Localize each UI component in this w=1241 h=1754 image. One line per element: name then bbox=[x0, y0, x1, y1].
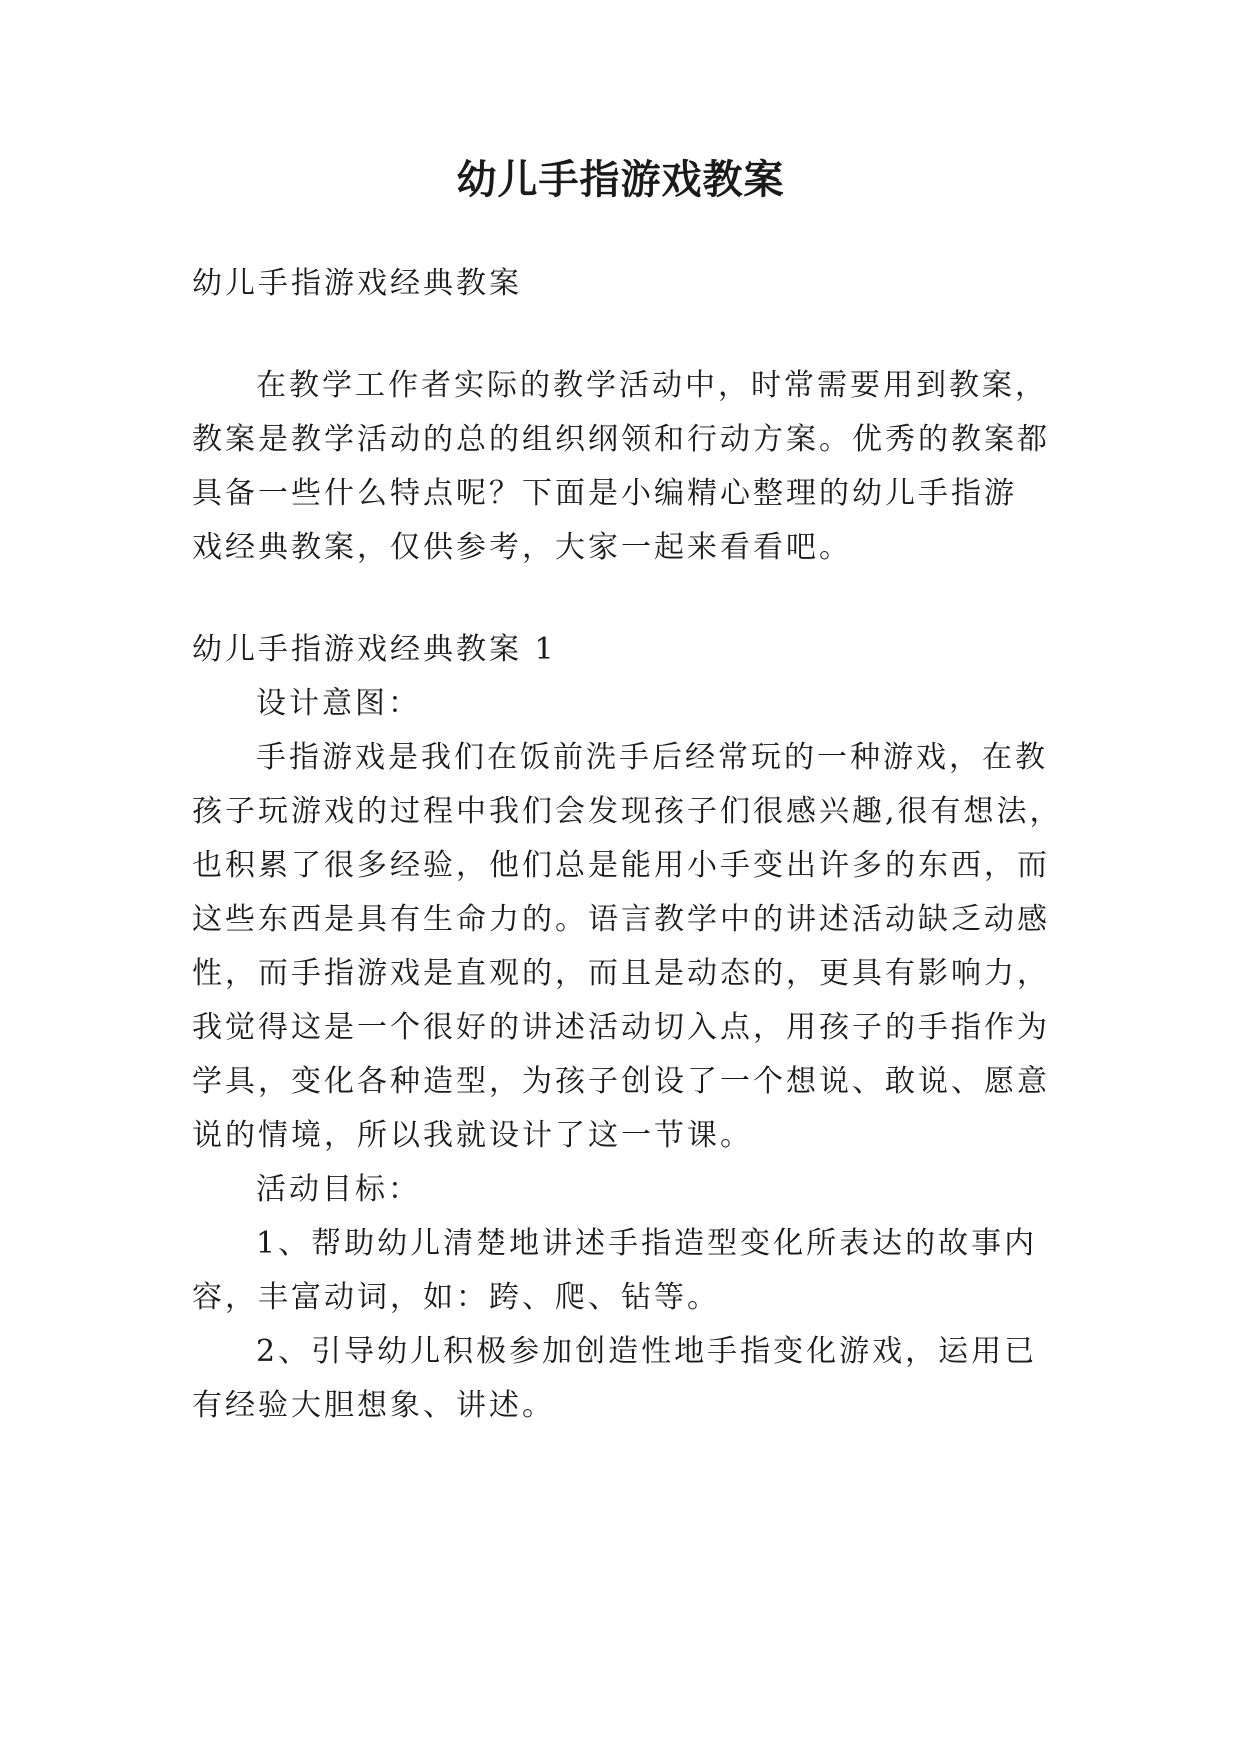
goal-line: 2、引导幼儿积极参加创造性地手指变化游戏，运用已 bbox=[256, 1334, 1038, 1369]
document-title: 幼儿手指游戏教案 bbox=[456, 156, 785, 203]
design-text-line: 这些东西是具有生命力的。语言教学中的讲述活动缺乏动感 bbox=[192, 902, 1050, 937]
design-text-line: 性，而手指游戏是直观的，而且是动态的，更具有影响力， bbox=[192, 956, 1050, 991]
design-text-line: 说的情境，所以我就设计了这一节课。 bbox=[192, 1118, 753, 1153]
design-heading: 设计意图： bbox=[256, 686, 421, 721]
design-text-line: 学具，变化各种造型，为孩子创设了一个想说、敢说、愿意 bbox=[192, 1064, 1050, 1099]
design-text-line: 我觉得这是一个很好的讲述活动切入点，用孩子的手指作为 bbox=[192, 1010, 1050, 1045]
design-text-line: 也积累了很多经验，他们总是能用小手变出许多的东西，而 bbox=[192, 848, 1050, 883]
design-text-line: 手指游戏是我们在饭前洗手后经常玩的一种游戏，在教 bbox=[256, 740, 1048, 775]
section-title: 幼儿手指游戏经典教案 1 bbox=[192, 632, 557, 667]
goal-line: 容，丰富动词，如：跨、爬、钻等。 bbox=[192, 1280, 720, 1315]
intro-line: 戏经典教案，仅供参考，大家一起来看看吧。 bbox=[192, 530, 852, 565]
intro-line: 具备一些什么特点呢？下面是小编精心整理的幼儿手指游 bbox=[192, 476, 1017, 511]
goal-line: 有经验大胆想象、讲述。 bbox=[192, 1388, 555, 1423]
goal-line: 1、帮助幼儿清楚地讲述手指造型变化所表达的故事内 bbox=[256, 1226, 1038, 1261]
design-text-line: 孩子玩游戏的过程中我们会发现孩子们很感兴趣,很有想法， bbox=[192, 794, 1063, 829]
intro-line: 教案是教学活动的总的组织纲领和行动方案。优秀的教案都 bbox=[192, 422, 1050, 457]
intro-line: 在教学工作者实际的教学活动中，时常需要用到教案， bbox=[256, 368, 1048, 403]
goals-heading: 活动目标： bbox=[256, 1172, 421, 1207]
document-subtitle: 幼儿手指游戏经典教案 bbox=[192, 266, 522, 301]
